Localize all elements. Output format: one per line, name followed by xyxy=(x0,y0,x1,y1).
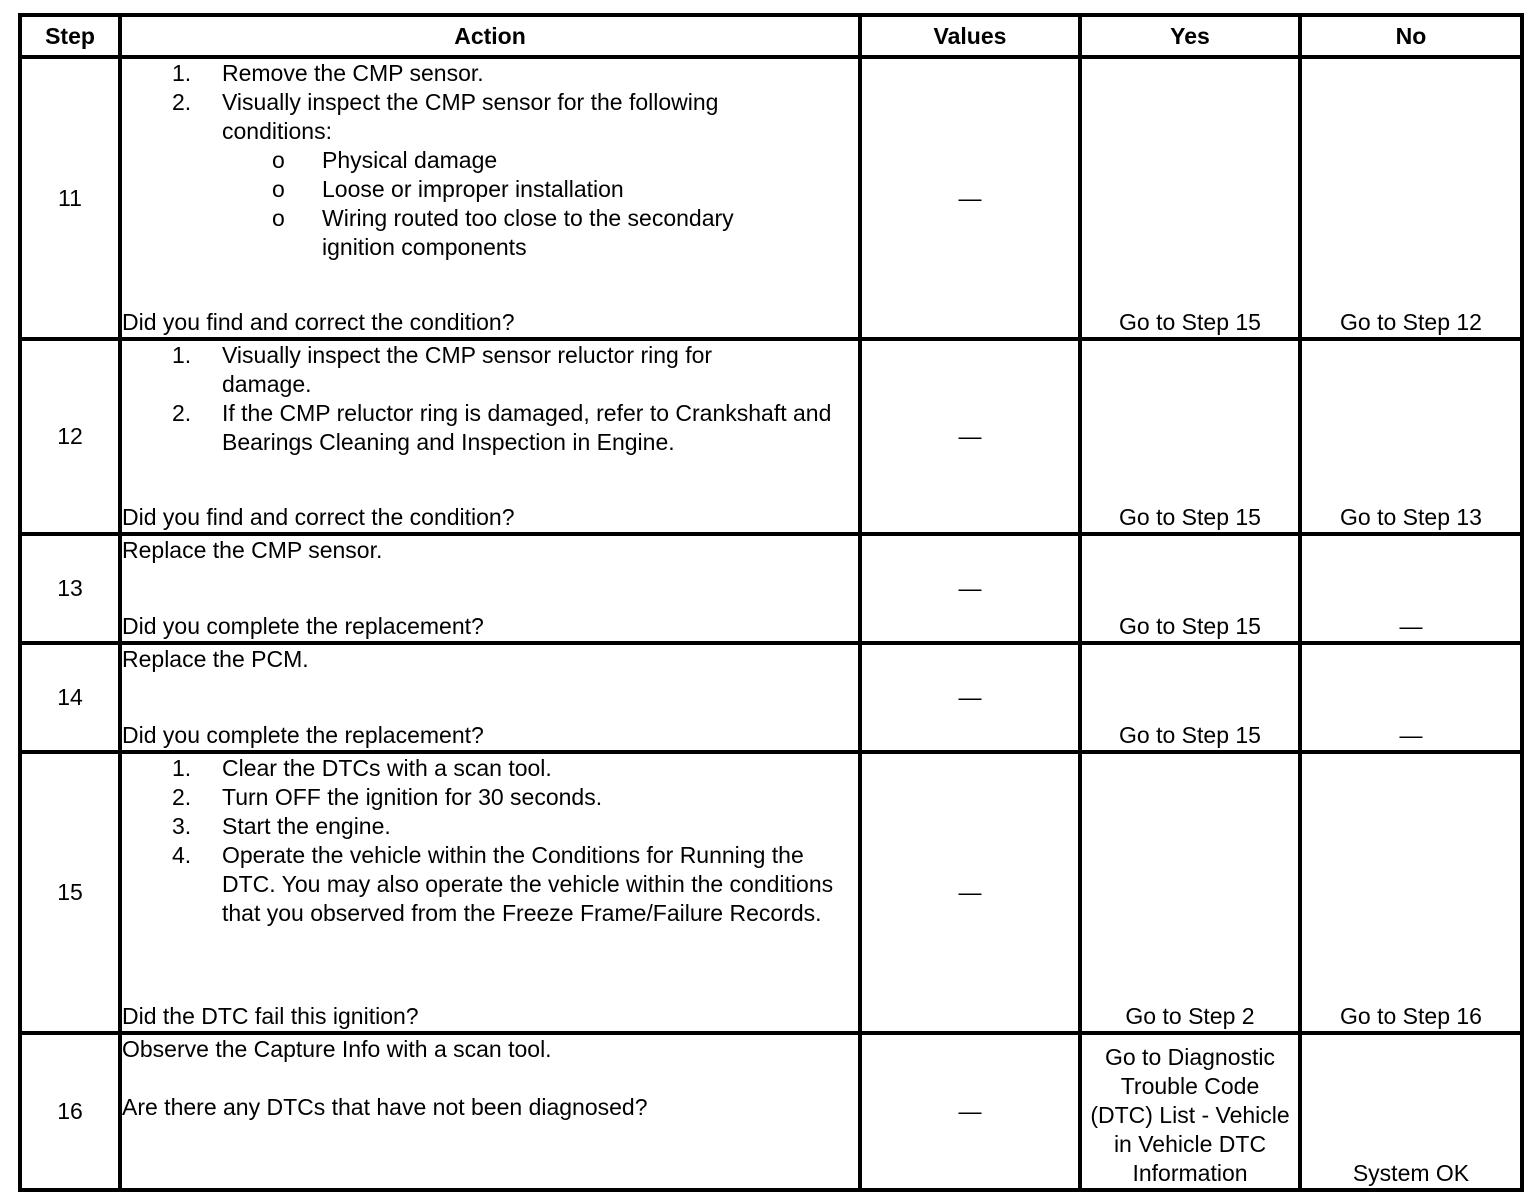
sub-list-item: o Wiring routed too close to the secondary ignition components xyxy=(272,205,734,260)
bullet-icon: o xyxy=(272,147,285,173)
table-row xyxy=(20,534,1522,643)
no-cell: System OK xyxy=(1300,1033,1522,1190)
list-item: 4. Operate the vehicle within the Conditions for Running the DTC. You may also operate the vehicle within the conditions that you observed from the Freeze Frame/Failure Records. xyxy=(172,842,834,926)
action-cell xyxy=(120,1033,860,1190)
action-text: Replace the CMP sensor. xyxy=(122,537,383,563)
no-cell: Go to Step 16 xyxy=(1300,752,1522,1033)
action-question: Did you find and correct the condition? xyxy=(122,309,515,335)
no-cell: — xyxy=(1300,643,1522,752)
header-row xyxy=(20,15,1522,57)
action-question: Did you complete the replacement? xyxy=(122,613,484,639)
list-item: 3. Start the engine. xyxy=(172,813,391,839)
yes-cell: Go to Step 15 xyxy=(1080,534,1300,643)
no-cell: Go to Step 12 xyxy=(1300,57,1522,339)
action-question: Did the DTC fail this ignition? xyxy=(122,1003,419,1029)
table-row xyxy=(20,339,1522,534)
list-item: 2. If the CMP reluctor ring is damaged, refer to Crankshaft and Bearings Cleaning and Inspection in Engine. xyxy=(172,400,832,455)
header-action: Action xyxy=(120,15,860,57)
list-item: 1. Clear the DTCs with a scan tool. xyxy=(172,755,552,781)
bullet-icon: o xyxy=(272,205,285,231)
header-step: Step xyxy=(20,15,120,57)
values-cell: — xyxy=(860,339,1080,534)
action-cell xyxy=(120,752,860,1033)
table-row xyxy=(20,1033,1522,1190)
step-number: 12 xyxy=(20,339,120,534)
action-cell xyxy=(120,534,860,643)
action-question: Are there any DTCs that have not been diagnosed? xyxy=(122,1094,648,1120)
no-cell: — xyxy=(1300,534,1522,643)
header-values: Values xyxy=(860,15,1080,57)
table-row xyxy=(20,57,1522,339)
action-question: Did you complete the replacement? xyxy=(122,722,484,748)
list-item: 2. Turn OFF the ignition for 30 seconds. xyxy=(172,784,603,810)
action-question: Did you find and correct the condition? xyxy=(122,504,515,530)
action-cell xyxy=(120,57,860,339)
step-number: 16 xyxy=(20,1033,120,1190)
yes-cell: Go to Step 15 xyxy=(1080,57,1300,339)
header-yes: Yes xyxy=(1080,15,1300,57)
header-no: No xyxy=(1300,15,1522,57)
diagnostic-table xyxy=(18,13,1524,1192)
yes-cell: Go to Diagnostic Trouble Code (DTC) List - Vehicle in Vehicle DTC Information xyxy=(1080,1033,1300,1190)
bullet-icon: o xyxy=(272,176,285,202)
values-cell: — xyxy=(860,57,1080,339)
action-text: Observe the Capture Info with a scan tool. xyxy=(122,1036,552,1062)
step-number: 11 xyxy=(20,57,120,339)
values-cell: — xyxy=(860,534,1080,643)
action-cell xyxy=(120,339,860,534)
table-row xyxy=(20,643,1522,752)
table-row xyxy=(20,752,1522,1033)
list-item: 1. Visually inspect the CMP sensor reluctor ring for damage. xyxy=(172,342,713,397)
action-text: Replace the PCM. xyxy=(122,646,309,672)
yes-cell: Go to Step 15 xyxy=(1080,339,1300,534)
list-item: 1. Remove the CMP sensor. xyxy=(172,60,484,86)
step-number: 14 xyxy=(20,643,120,752)
sub-list-item: o Physical damage xyxy=(272,147,498,173)
values-cell: — xyxy=(860,752,1080,1033)
sub-list-item: o Loose or improper installation xyxy=(272,176,624,202)
yes-cell: Go to Step 15 xyxy=(1080,643,1300,752)
step-number: 15 xyxy=(20,752,120,1033)
list-item: 2. Visually inspect the CMP sensor for the following conditions: o Physical damage o Loose or improper installation o Wiring routed too close to the secondary ignition components xyxy=(122,88,858,262)
step-number: 13 xyxy=(20,534,120,643)
no-cell: Go to Step 13 xyxy=(1300,339,1522,534)
values-cell: — xyxy=(860,643,1080,752)
action-cell xyxy=(120,643,860,752)
values-cell: — xyxy=(860,1033,1080,1190)
yes-cell: Go to Step 2 xyxy=(1080,752,1300,1033)
